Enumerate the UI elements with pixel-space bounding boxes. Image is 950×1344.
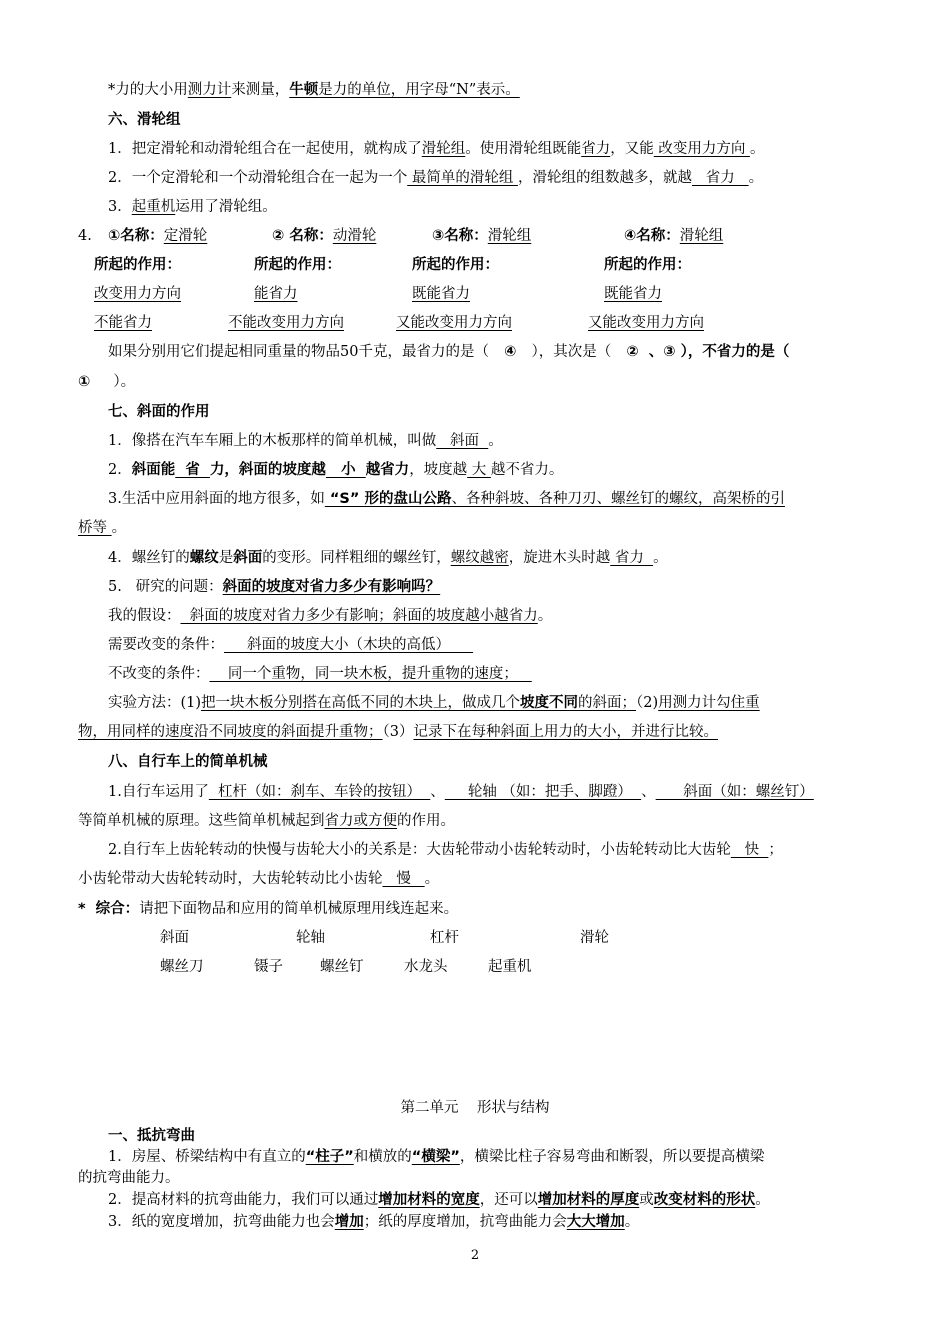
answer: 物，用同样的速度沿不同坡度的斜面提升重物； — [78, 724, 383, 740]
slope-method-1 — [108, 693, 760, 713]
text: 、 — [430, 784, 445, 800]
text: 2．一个定滑轮和一个动滑轮组合在一起为一个 — [108, 170, 408, 186]
text: 是 — [218, 550, 234, 566]
text: 。 — [749, 141, 765, 157]
label: * 综合： — [78, 901, 140, 917]
text: 、 — [641, 784, 656, 800]
text: 。 — [624, 1214, 640, 1230]
answer: 轮轴 （如：把手、脚蹬） — [444, 784, 642, 800]
answer-rest: 、各种斜坡、各种刀刃、螺丝钉的螺纹，高架桥的引 — [451, 491, 785, 507]
answer — [325, 491, 785, 507]
bicycle-line-1 — [108, 782, 814, 802]
synthesis-line — [78, 899, 458, 919]
answer: “横梁” — [411, 1149, 460, 1165]
role-answer: 不能改变用力方向 — [228, 315, 344, 331]
answer: 记录下在每种斜面上用力的大小，并进行比较。 — [413, 724, 718, 740]
slope-line-2 — [108, 460, 563, 480]
answer-bold: “S” 形的盘山公路 — [324, 491, 452, 507]
answer: 改变材料的形状 — [653, 1192, 756, 1208]
bicycle-line-1-cont — [78, 811, 455, 831]
answer: 增加材料的厚度 — [537, 1192, 640, 1208]
answer: 快 — [730, 842, 769, 858]
object-item: 镊子 — [254, 959, 283, 975]
slope-fixed-condition — [108, 664, 532, 684]
object-item: 螺丝刀 — [160, 959, 204, 975]
text: *力的大小用 — [108, 82, 188, 98]
pulley-question-cont — [78, 372, 135, 392]
answer: 增加材料的宽度 — [378, 1192, 480, 1208]
text: 。 — [748, 170, 764, 186]
bending-line-2 — [108, 1191, 770, 1209]
bending-line-1 — [108, 1148, 764, 1166]
slope-line-3-cont — [78, 518, 126, 538]
text: 来测量， — [231, 82, 290, 98]
label: 不改变的条件： — [108, 666, 210, 682]
answer: 测力计 — [187, 82, 232, 98]
label: 需要改变的条件： — [108, 637, 224, 653]
answer-bold: 坡度不同 — [520, 695, 579, 711]
machine-item: 轮轴 — [296, 930, 325, 946]
pulley-name-1 — [108, 226, 207, 246]
answer: 省力 — [581, 141, 611, 157]
text: 斜面能 — [131, 462, 176, 478]
role-answer: 能省力 — [254, 286, 298, 302]
text: 。 — [424, 871, 440, 887]
text: 。使用滑轮组既能 — [465, 141, 582, 157]
role-label: 所起的作用： — [94, 257, 181, 273]
text: 如果分别用它们提起相同重量的物品50千克，最省力的是（ — [108, 344, 489, 360]
answer: 斜面的坡度大小（木块的高低） — [224, 637, 474, 653]
bicycle-line-2-cont — [78, 869, 439, 889]
object-item: 水龙头 — [404, 959, 448, 975]
pulley-line-1 — [108, 139, 764, 159]
role-answer: 既能省力 — [604, 286, 662, 302]
machine-item: 斜面 — [160, 930, 189, 946]
text: 2． — [108, 462, 132, 478]
role-answer: 既能省力 — [412, 286, 470, 302]
label: ①名称： — [108, 228, 164, 244]
answer: ① — [78, 374, 91, 390]
role-answer: 又能改变用力方向 — [396, 315, 512, 331]
text: ，旋进木头时越 — [508, 550, 611, 566]
answer: 牛顿 — [289, 82, 319, 98]
answer: 同一个重物，同一块木板，提升重物的速度； — [209, 666, 532, 682]
text: 螺纹 — [189, 550, 219, 566]
role-label: 所起的作用： — [604, 257, 691, 273]
object-item: 螺丝钉 — [320, 959, 364, 975]
section-heading-pulley: 六、滑轮组 — [108, 112, 181, 128]
answer: 大大增加 — [566, 1214, 625, 1230]
text: 和横放的 — [353, 1149, 412, 1165]
bending-line-3 — [108, 1213, 639, 1231]
answer — [201, 695, 636, 711]
role-label: 所起的作用： — [412, 257, 499, 273]
text: 3． — [108, 199, 132, 215]
answer: 改变用力方向 — [653, 141, 750, 157]
text: 1．房屋、桥梁结构中有直立的 — [108, 1149, 306, 1165]
text: 的作用。 — [397, 813, 455, 829]
role-answer: 不能省力 — [94, 315, 152, 331]
answer: 动滑轮 — [332, 228, 377, 244]
answer: 省力或方便 — [324, 813, 397, 829]
force-measurement-line — [108, 80, 520, 100]
pulley-name-3 — [432, 226, 531, 246]
machine-item: 滑轮 — [580, 930, 609, 946]
text: （3） — [382, 724, 414, 740]
text: ； — [768, 842, 783, 858]
answer: 滑轮组 — [421, 141, 466, 157]
answer: 增加 — [334, 1214, 364, 1230]
answer: 省力 — [610, 550, 654, 566]
text: 。 — [488, 433, 503, 449]
section-heading-slope: 七、斜面的作用 — [108, 404, 210, 420]
role-label: 所起的作用： — [254, 257, 341, 273]
pulley-name-4 — [624, 226, 723, 246]
text: 斜面 — [233, 550, 263, 566]
text: 2．提高材料的抗弯曲能力，我们可以通过 — [108, 1192, 379, 1208]
bending-line-1-cont: 的抗弯曲能力。 — [78, 1170, 180, 1186]
answer: ④ — [488, 344, 532, 360]
answer-part: 把一块木板分别搭在高低不同的木块上，做成几个 — [201, 695, 521, 711]
role-answer: 又能改变用力方向 — [588, 315, 704, 331]
answer: 大 — [467, 462, 491, 478]
text: 越不省力。 — [490, 462, 564, 478]
text: 1．把定滑轮和动滑轮组合在一起使用，就构成了 — [108, 141, 422, 157]
text: 运用了滑轮组。 — [175, 199, 277, 215]
label: ③名称： — [432, 228, 488, 244]
answer: “柱子” — [305, 1149, 354, 1165]
text: ，滑轮组的组数越多，就越 — [517, 170, 692, 186]
unit-title: 第二单元 形状与结构 — [400, 1100, 550, 1116]
answer: 定滑轮 — [163, 228, 208, 244]
text: 2.自行车上齿轮转动的快慢与齿轮大小的关系是：大齿轮带动小齿轮转动时，小齿轮转动比大齿轮 — [108, 842, 731, 858]
text: 。 — [653, 550, 668, 566]
slope-change-condition — [108, 635, 473, 655]
text: 的变形。同样粗细的螺丝钉， — [262, 550, 451, 566]
text: 等简单机械的原理。这些简单机械起到 — [78, 813, 325, 829]
answer: 螺纹越密 — [450, 550, 509, 566]
text: 。 — [111, 520, 127, 536]
text: ），不省力的是（ — [680, 344, 790, 360]
label: 实验方法：(1) — [108, 695, 202, 711]
slope-line-4 — [108, 548, 668, 568]
text: （2) — [636, 695, 659, 711]
answer: 用测力计勾住重 — [658, 695, 760, 711]
item-number: 4. — [78, 228, 92, 244]
answer: 斜面的坡度对省力多少有影响吗？ — [222, 579, 441, 595]
slope-research-question — [108, 577, 440, 597]
slope-line-3 — [108, 489, 785, 509]
answer: 起重机 — [131, 199, 176, 215]
answer: 斜面（如：螺丝钉） — [655, 784, 814, 800]
answer: 省 — [175, 462, 210, 478]
page-number: 2 — [470, 1248, 480, 1263]
text: 。 — [755, 1192, 770, 1208]
text: 4．螺丝钉的 — [108, 550, 190, 566]
text: ，又能 — [610, 141, 654, 157]
text: ）。 — [90, 374, 136, 390]
text: ，坡度越 — [409, 462, 468, 478]
slope-method-2 — [78, 722, 718, 742]
answer: 省力 — [691, 170, 749, 186]
section-heading-bicycle: 八、自行车上的简单机械 — [108, 754, 268, 770]
section-heading-bending: 一、抵抗弯曲 — [108, 1128, 195, 1144]
answer: 是力的单位，用字母“N”表示。 — [318, 82, 520, 98]
label: ④名称： — [624, 228, 680, 244]
pulley-name-2 — [272, 226, 376, 246]
text: 力，斜面的坡度越 — [209, 462, 326, 478]
label: 我的假设： — [108, 608, 181, 624]
answer: 小 — [325, 462, 366, 478]
answer: ② 、③ — [611, 344, 681, 360]
pulley-question — [108, 342, 789, 362]
label: ② 名称： — [272, 228, 333, 244]
text: 5. 研究的问题： — [108, 579, 223, 595]
answer: 滑轮组 — [679, 228, 724, 244]
bicycle-line-2 — [108, 840, 783, 860]
slope-line-1 — [108, 431, 503, 451]
text: ，横梁比柱子容易弯曲和断裂，所以要提高横梁 — [459, 1149, 765, 1165]
text: ），其次是（ — [531, 344, 612, 360]
answer: 杠杆（如：刹车、车铃的按钮） — [208, 784, 431, 800]
answer: 斜面的坡度对省力多少有影响；斜面的坡度越小越省力 — [180, 608, 538, 624]
answer: 滑轮组 — [487, 228, 532, 244]
role-answer: 改变用力方向 — [94, 286, 181, 302]
object-item: 起重机 — [488, 959, 532, 975]
pulley-line-3 — [108, 197, 277, 217]
slope-hypothesis — [108, 606, 552, 626]
answer: 桥等 — [78, 520, 112, 536]
text: ；纸的厚度增加，抗弯曲能力会 — [363, 1214, 567, 1230]
text: 越省力 — [365, 462, 410, 478]
answer: 斜面 — [436, 433, 489, 449]
text: 请把下面物品和应用的简单机械原理用线连起来。 — [139, 901, 459, 917]
answer-part: 的斜面； — [578, 695, 637, 711]
text: 3.生活中应用斜面的地方很多，如 — [108, 491, 325, 507]
text: 1.自行车运用了 — [108, 784, 209, 800]
text: 3．纸的宽度增加，抗弯曲能力也会 — [108, 1214, 335, 1230]
text: 或 — [639, 1192, 654, 1208]
answer: 慢 — [382, 871, 425, 887]
text: 。 — [537, 608, 553, 624]
answer: 最简单的滑轮组 — [407, 170, 518, 186]
machine-item: 杠杆 — [430, 930, 459, 946]
text: 1．像搭在汽车车厢上的木板那样的简单机械，叫做 — [108, 433, 437, 449]
text: ，还可以 — [479, 1192, 538, 1208]
pulley-line-2 — [108, 168, 763, 188]
text: 小齿轮带动大齿轮转动时，大齿轮转动比小齿轮 — [78, 871, 383, 887]
